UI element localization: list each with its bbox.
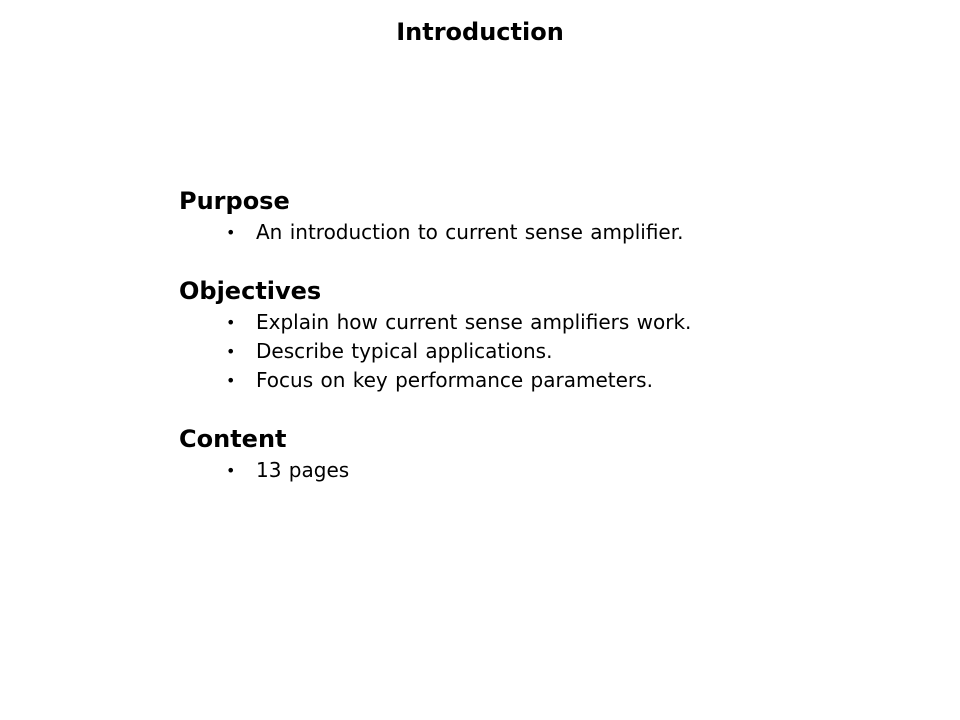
slide-title: Introduction [396,18,564,46]
list-item-text: An introduction to current sense amplifier. [256,220,684,244]
bullet-icon: • [226,223,236,242]
list-item [179,337,879,366]
list-item [179,366,879,395]
list-item [179,456,879,485]
purpose-list [179,218,879,247]
content-list [179,456,879,485]
section-heading-purpose: Purpose [179,187,290,215]
bullet-icon: • [226,371,236,390]
section-purpose [179,184,879,247]
bullet-icon: • [226,342,236,361]
spacer [179,395,879,422]
objectives-list [179,308,879,395]
section-heading-content: Content [179,425,287,453]
list-item-text: Focus on key performance parameters. [256,368,653,392]
list-item [179,218,879,247]
list-item-text: Describe typical applications. [256,339,553,363]
section-heading-objectives: Objectives [179,277,322,305]
section-content [179,422,879,485]
bullet-icon: • [226,313,236,332]
list-item-text: 13 pages [256,458,350,482]
section-objectives [179,274,879,395]
bullet-icon: • [226,461,236,480]
list-item [179,308,879,337]
slide-content [179,184,879,485]
list-item-text: Explain how current sense amplifiers work. [256,310,692,334]
spacer [179,247,879,274]
